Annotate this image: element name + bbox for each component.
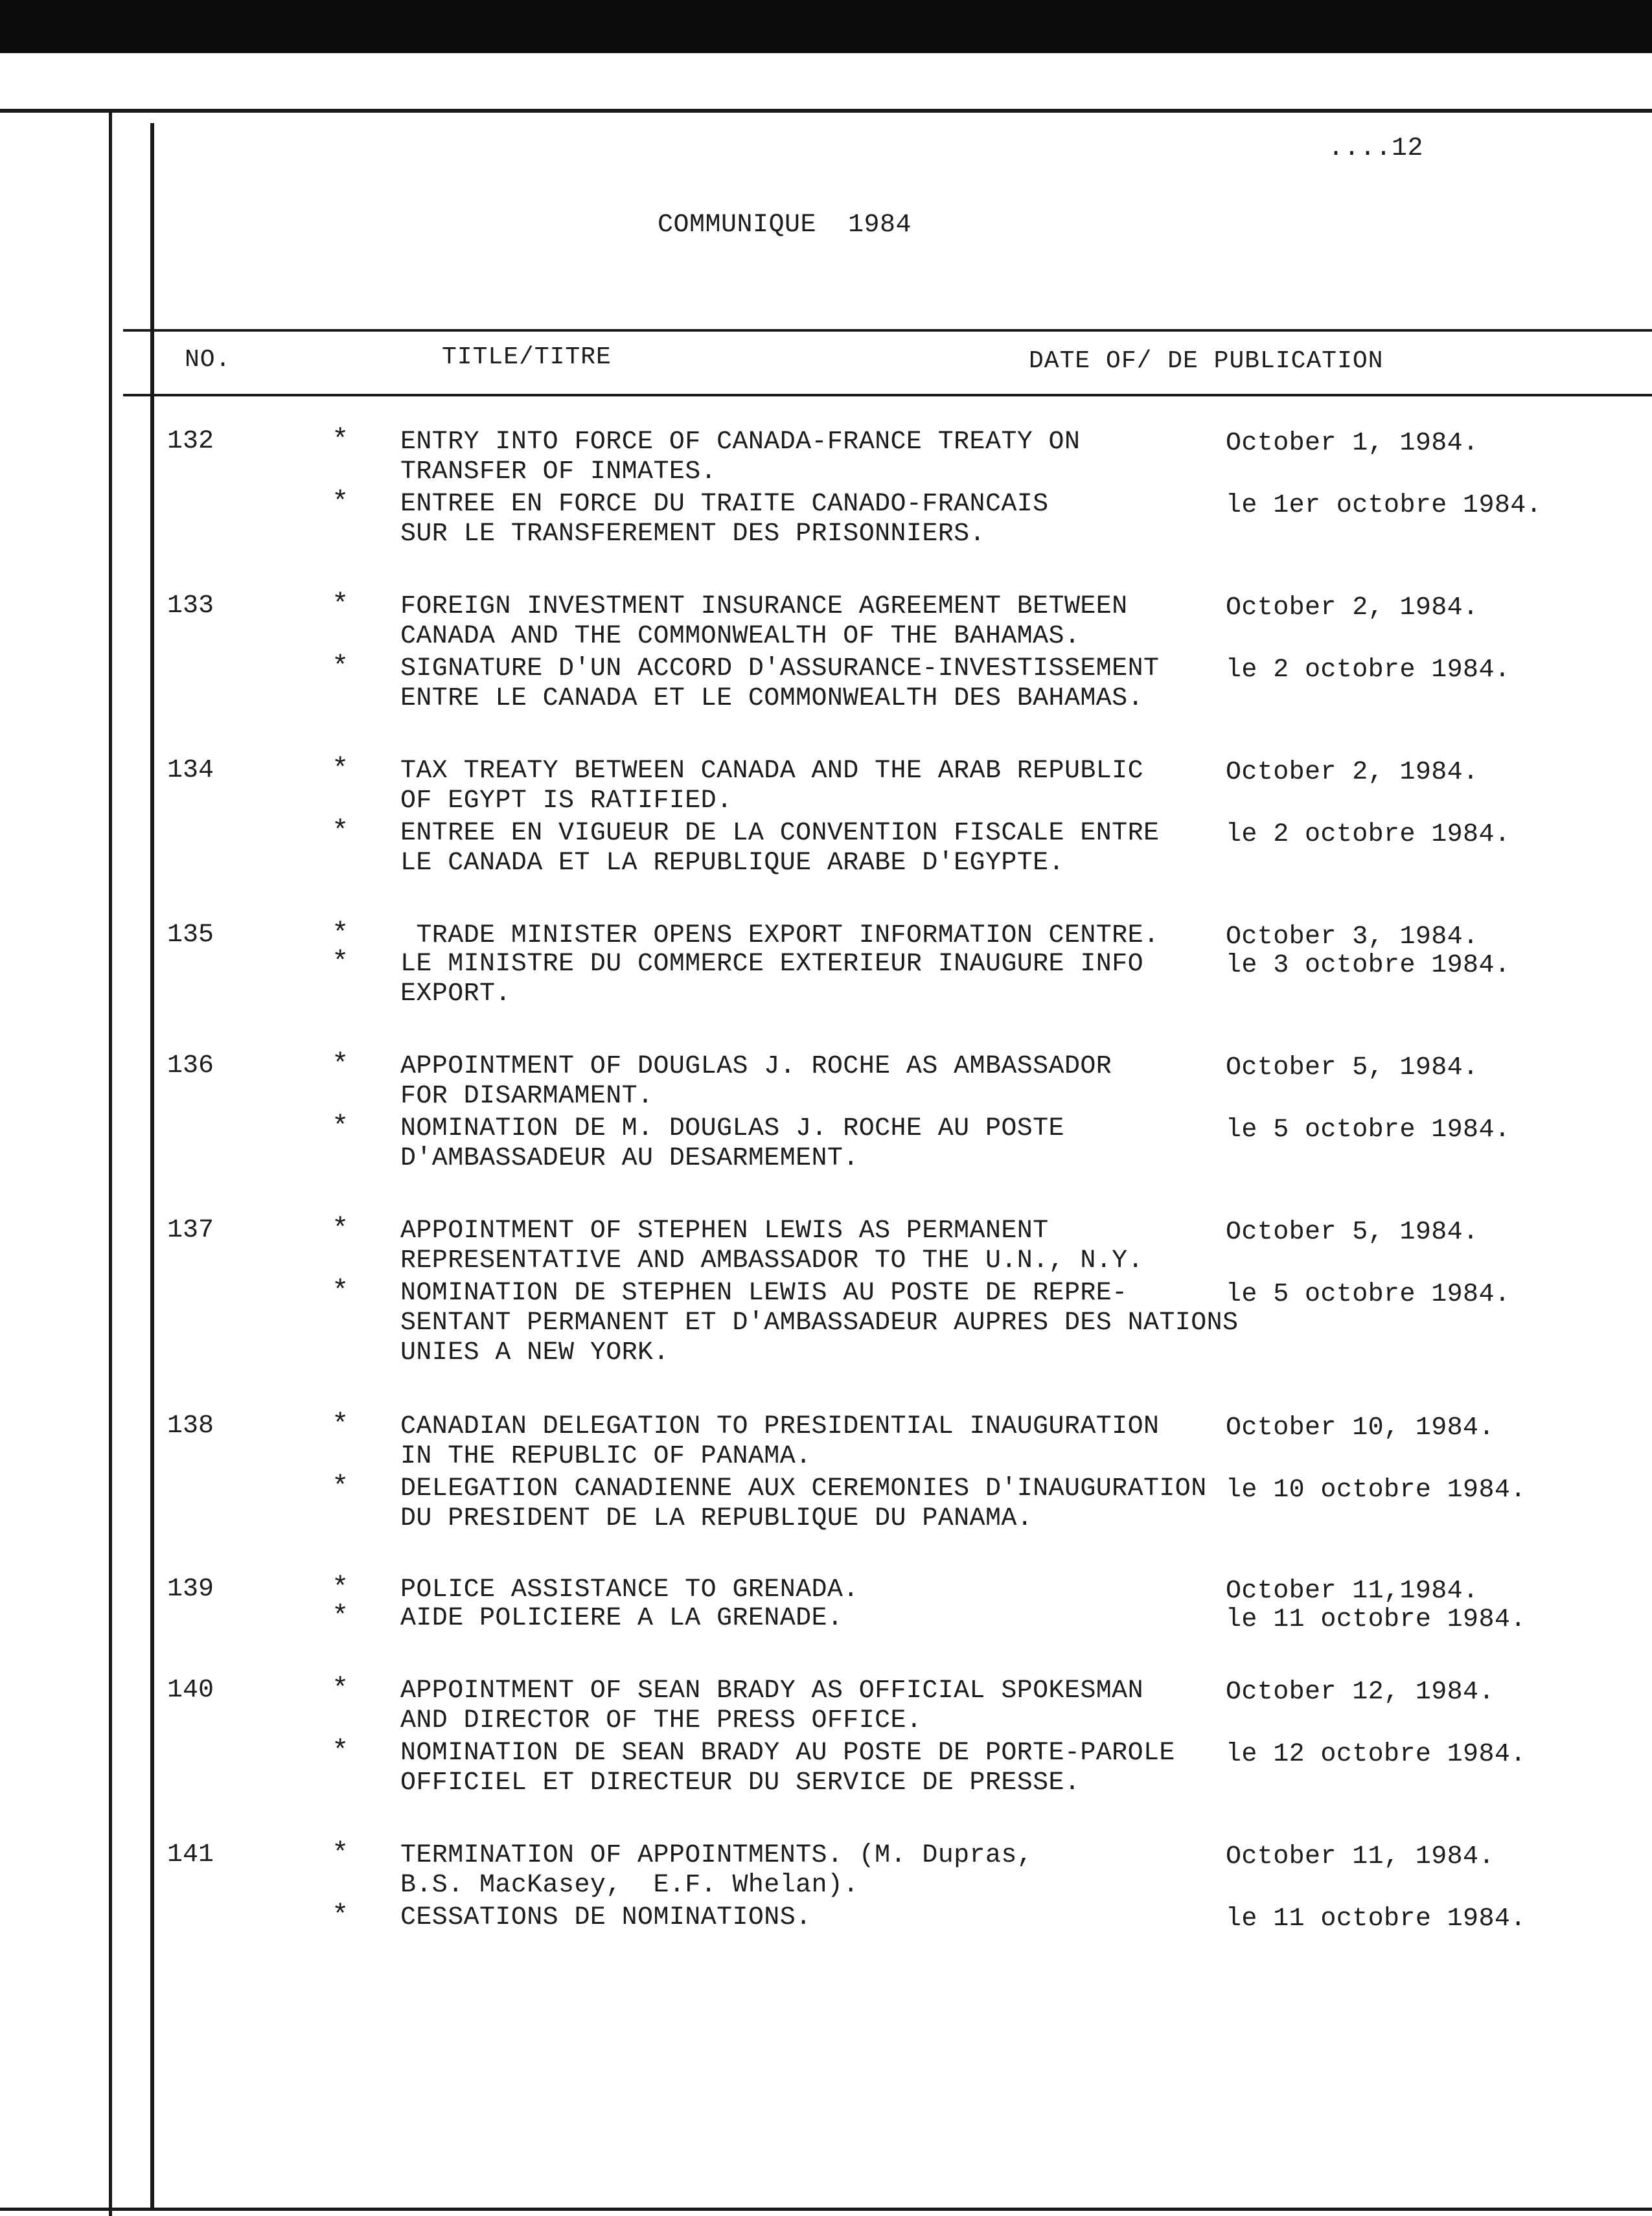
entry-number: 132: [167, 427, 214, 456]
publication-date-french: le 11 octobre 1984.: [1226, 1904, 1526, 1934]
entry-title-french: SIGNATURE D'UN ACCORD D'ASSURANCE-INVESTISSEMENT: [400, 654, 1160, 683]
entry-number: 133: [167, 591, 214, 621]
bullet-asterisk: *: [332, 651, 349, 683]
entry-title-english: CANADIAN DELEGATION TO PRESIDENTIAL INAUGURATION: [400, 1412, 1160, 1441]
bullet-asterisk: *: [332, 1900, 349, 1932]
entry-number: 138: [167, 1411, 214, 1441]
publication-date-english: October 11,1984.: [1226, 1577, 1479, 1606]
entry-title-english: APPOINTMENT OF DOUGLAS J. ROCHE AS AMBASSADOR: [400, 1052, 1112, 1081]
bullet-asterisk: *: [332, 589, 349, 621]
bullet-asterisk: *: [332, 1049, 349, 1081]
entry-title-french: LE CANADA ET LA REPUBLIQUE ARABE D'EGYPTE.: [400, 849, 1064, 878]
bullet-asterisk: *: [332, 486, 349, 519]
entry-title-english: APPOINTMENT OF SEAN BRADY AS OFFICIAL SPOKESMAN: [400, 1676, 1143, 1706]
entry-title-french: NOMINATION DE STEPHEN LEWIS AU POSTE DE REPRE-: [400, 1279, 1128, 1308]
bullet-asterisk: *: [332, 1735, 349, 1768]
entry-title-english: REPRESENTATIVE AND AMBASSADOR TO THE U.N., N.Y.: [400, 1246, 1143, 1275]
bullet-asterisk: *: [332, 1572, 349, 1605]
bullet-asterisk: *: [332, 1111, 349, 1143]
entry-title-french: CESSATIONS DE NOMINATIONS.: [400, 1903, 812, 1932]
publication-date-english: October 5, 1984.: [1226, 1218, 1479, 1247]
publication-date-english: October 2, 1984.: [1226, 593, 1479, 623]
publication-date-french: le 5 octobre 1984.: [1226, 1280, 1511, 1309]
publication-date-french: le 10 octobre 1984.: [1226, 1476, 1526, 1505]
entry-title-french: UNIES A NEW YORK.: [400, 1338, 669, 1367]
entry-title-english: CANADA AND THE COMMONWEALTH OF THE BAHAMAS.: [400, 622, 1081, 651]
entry-number: 137: [167, 1216, 214, 1245]
entry-number: 140: [167, 1676, 214, 1705]
publication-date-french: le 5 octobre 1984.: [1226, 1115, 1511, 1145]
column-header-title: TITLE/TITRE: [442, 343, 612, 371]
publication-date-french: le 12 octobre 1984.: [1226, 1740, 1526, 1769]
publication-date-french: le 1er octobre 1984.: [1226, 491, 1543, 520]
bullet-asterisk: *: [332, 424, 349, 457]
entry-title-french: SUR LE TRANSFEREMENT DES PRISONNIERS.: [400, 520, 985, 549]
entry-title-french: DELEGATION CANADIENNE AUX CEREMONIES D'INAUGURATION: [400, 1474, 1207, 1503]
entry-title-english: TRADE MINISTER OPENS EXPORT INFORMATION CENTRE.: [400, 921, 1160, 950]
entry-title-english: FOR DISARMAMENT.: [400, 1082, 654, 1111]
bullet-asterisk: *: [332, 1275, 349, 1308]
publication-date-french: le 2 octobre 1984.: [1226, 656, 1511, 685]
entry-title-english: FOREIGN INVESTMENT INSURANCE AGREEMENT BETWEEN: [400, 592, 1128, 621]
bullet-asterisk: *: [332, 1601, 349, 1633]
bullet-asterisk: *: [332, 753, 349, 786]
entry-title-english: AND DIRECTOR OF THE PRESS OFFICE.: [400, 1706, 923, 1735]
bullet-asterisk: *: [332, 1673, 349, 1706]
entry-title-french: OFFICIEL ET DIRECTEUR DU SERVICE DE PRESSE.: [400, 1768, 1081, 1798]
bullet-asterisk: *: [332, 918, 349, 950]
publication-date-french: le 2 octobre 1984.: [1226, 820, 1511, 849]
entry-title-english: TRANSFER OF INMATES.: [400, 457, 717, 486]
entry-title-french: SENTANT PERMANENT ET D'AMBASSADEUR AUPRES DES NATIONS: [400, 1308, 1239, 1338]
entry-title-english: B.S. MacKasey, E.F. Whelan).: [400, 1871, 859, 1900]
entry-title-french: ENTRE LE CANADA ET LE COMMONWEALTH DES BAHAMAS.: [400, 684, 1143, 713]
publication-date-english: October 10, 1984.: [1226, 1413, 1495, 1443]
scan-top-border: [0, 0, 1652, 53]
entry-number: 141: [167, 1840, 214, 1869]
entry-title-english: TAX TREATY BETWEEN CANADA AND THE ARAB REPUBLIC: [400, 757, 1143, 786]
entry-title-french: D'AMBASSADEUR AU DESARMEMENT.: [400, 1144, 859, 1173]
publication-date-english: October 3, 1984.: [1226, 922, 1479, 952]
publication-date-french: le 11 octobre 1984.: [1226, 1605, 1526, 1634]
entry-number: 136: [167, 1051, 214, 1080]
entry-title-french: ENTREE EN VIGUEUR DE LA CONVENTION FISCALE ENTRE: [400, 819, 1160, 848]
bullet-asterisk: *: [332, 1213, 349, 1246]
entry-title-english: APPOINTMENT OF STEPHEN LEWIS AS PERMANENT: [400, 1217, 1049, 1246]
publication-date-english: October 1, 1984.: [1226, 429, 1479, 458]
entry-title-french: AIDE POLICIERE A LA GRENADE.: [400, 1604, 843, 1633]
publication-date-english: October 2, 1984.: [1226, 758, 1479, 787]
publication-date-french: le 3 octobre 1984.: [1226, 951, 1511, 980]
column-header-no: NO.: [185, 346, 231, 374]
frame-left-rule: [109, 110, 112, 2216]
page-number: ....12: [1328, 134, 1424, 163]
column-header-date: DATE OF/ DE PUBLICATION: [1029, 347, 1384, 375]
entry-title-french: ENTREE EN FORCE DU TRAITE CANADO-FRANCAIS: [400, 490, 1049, 519]
bullet-asterisk: *: [332, 1471, 349, 1503]
bullet-asterisk: *: [332, 1838, 349, 1870]
entry-title-french: NOMINATION DE M. DOUGLAS J. ROCHE AU POSTE: [400, 1114, 1064, 1143]
frame-bottom-rule: [0, 2208, 1652, 2211]
header-bottom-rule: [123, 394, 1652, 396]
entry-title-french: LE MINISTRE DU COMMERCE EXTERIEUR INAUGURE INFO: [400, 950, 1143, 979]
entry-title-french: EXPORT.: [400, 979, 511, 1009]
header-top-rule: [123, 329, 1652, 332]
entry-title-english: ENTRY INTO FORCE OF CANADA-FRANCE TREATY ON: [400, 428, 1081, 457]
entry-number: 134: [167, 756, 214, 785]
entry-number: 135: [167, 920, 214, 950]
bullet-asterisk: *: [332, 1409, 349, 1441]
publication-date-english: October 11, 1984.: [1226, 1842, 1495, 1871]
frame-left-rule-inner: [150, 123, 154, 2209]
bullet-asterisk: *: [332, 816, 349, 848]
page-title: COMMUNIQUE 1984: [658, 211, 912, 240]
entry-title-english: IN THE REPUBLIC OF PANAMA.: [400, 1442, 812, 1471]
entry-title-english: TERMINATION OF APPOINTMENTS. (M. Dupras,: [400, 1841, 1033, 1870]
entry-title-english: POLICE ASSISTANCE TO GRENADA.: [400, 1575, 859, 1605]
entry-title-french: NOMINATION DE SEAN BRADY AU POSTE DE PORTE-PAROLE: [400, 1739, 1175, 1768]
entry-title-english: OF EGYPT IS RATIFIED.: [400, 786, 733, 816]
frame-top-rule: [0, 109, 1652, 113]
bullet-asterisk: *: [332, 946, 349, 979]
publication-date-english: October 12, 1984.: [1226, 1678, 1495, 1707]
entry-number: 139: [167, 1575, 214, 1604]
publication-date-english: October 5, 1984.: [1226, 1053, 1479, 1082]
entry-title-french: DU PRESIDENT DE LA REPUBLIQUE DU PANAMA.: [400, 1504, 1033, 1533]
